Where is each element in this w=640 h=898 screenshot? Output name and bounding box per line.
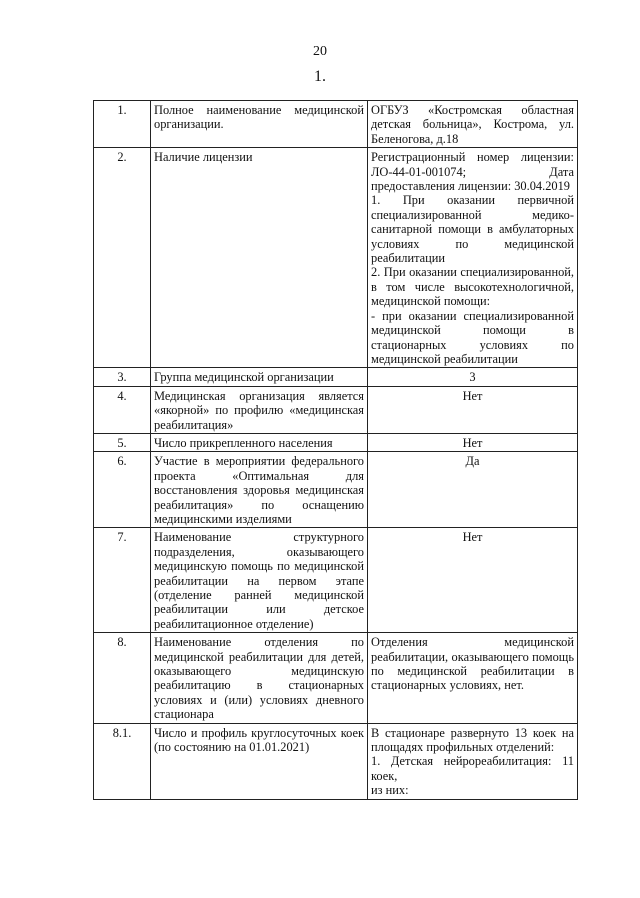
row-label: Число и профиль круглосуточных коек (по состоянию на 01.01.2021) (151, 723, 368, 799)
table-row (94, 433, 578, 451)
row-label: Наличие лицензии (151, 148, 368, 368)
row-label: Наименование структурного подразделения, оказывающего медицинскую помощь по медицинской реабилитации на первом этапе (отделение ранней медицинской реабилитации или детское реабилитационное отделение) (151, 528, 368, 633)
row-number: 5. (94, 433, 151, 451)
value-paragraph: В стационаре развернуто 13 коек на площадях профильных отделений: (371, 725, 574, 755)
row-label: Наименование отделения по медицинской реабилитации для детей, оказывающего медицинскую реабилитацию в стационарных условиях и (или) условиях дневного стационара (151, 633, 368, 723)
row-number: 4. (94, 386, 151, 433)
row-label: Медицинская организация является «якорной» по профилю «медицинская реабилитация» (151, 386, 368, 433)
row-number: 6. (94, 452, 151, 528)
section-number: 1. (314, 68, 326, 85)
table-row (94, 386, 578, 433)
row-number: 8. (94, 633, 151, 723)
value-paragraph: - при оказании специализированной медицинской помощи в стационарных условиях по медицинской реабилитации (371, 308, 574, 366)
row-value: Нет (368, 433, 578, 451)
row-value (368, 723, 578, 799)
value-paragraph: 1. Детская нейрореабилитация: 11 коек, (371, 754, 574, 783)
row-value: ОГБУЗ «Костромская областная детская больница», Кострома, ул. Беленогова, д.18 (368, 101, 578, 148)
row-number: 2. (94, 148, 151, 368)
value-paragraph: 1. При оказании первичной специализированной медико-санитарной помощи в амбулаторных условиях по медицинской реабилитации (371, 193, 574, 266)
row-value: 3 (368, 368, 578, 386)
row-value: Отделения медицинской реабилитации, оказывающего помощь по медицинской реабилитации в стационарных условиях, нет. (368, 633, 578, 723)
table-row (94, 368, 578, 386)
row-value: Нет (368, 528, 578, 633)
row-number: 8.1. (94, 723, 151, 799)
row-label: Число прикрепленного населения (151, 433, 368, 451)
table-row (94, 528, 578, 633)
value-paragraph: Регистрационный номер лицензии: ЛО-44-01-001074; Дата предоставления лицензии: 30.04.2019 (371, 150, 574, 194)
table-row (94, 452, 578, 528)
table-row (94, 148, 578, 368)
row-label: Участие в мероприятии федерального проекта «Оптимальная для восстановления здоровья медицинская реабилитация» по оснащению медицинскими изделиями (151, 452, 368, 528)
value-paragraph: из них: (371, 783, 409, 798)
row-value (368, 148, 578, 368)
row-label: Полное наименование медицинской организации. (151, 101, 368, 148)
row-number: 3. (94, 368, 151, 386)
row-value: Да (368, 452, 578, 528)
row-number: 1. (94, 101, 151, 148)
row-value: Нет (368, 386, 578, 433)
page-number: 20 (313, 44, 327, 59)
table-row (94, 723, 578, 799)
row-label: Группа медицинской организации (151, 368, 368, 386)
info-table (93, 100, 578, 800)
value-paragraph: 2. При оказании специализированной, в том числе высокотехнологичной, медицинской помощи: (371, 265, 574, 309)
row-number: 7. (94, 528, 151, 633)
table-row (94, 101, 578, 148)
table-row (94, 633, 578, 723)
